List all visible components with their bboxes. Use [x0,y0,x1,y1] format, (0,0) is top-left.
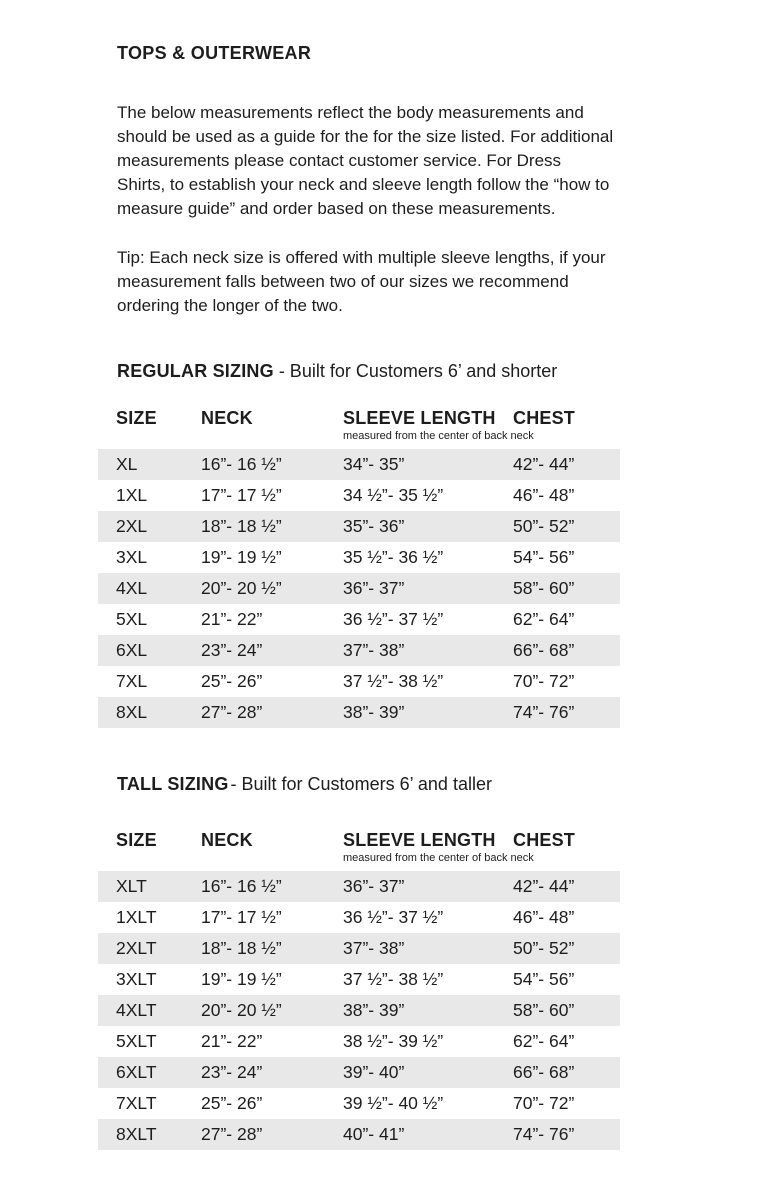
neck-cell: 21”- 22” [201,609,263,629]
neck-cell: 17”- 17 ½” [201,907,282,927]
sleeve-cell: 38”- 39” [343,1000,405,1020]
paragraph-line: measure guide” and order based on these measurements. [117,199,556,218]
section-heading-note: - Built for Customers 6’ and shorter [278,361,558,381]
size-cell: 6XL [116,640,148,660]
sleeve-cell: 37”- 38” [343,640,405,660]
sleeve-cell: 36 ½”- 37 ½” [343,907,444,927]
tip-paragraph [117,246,692,318]
neck-cell: 25”- 26” [201,1093,263,1113]
chest-cell: 58”- 60” [513,578,575,598]
size-cell: 3XL [116,547,148,567]
chest-cell: 70”- 72” [513,671,575,691]
sleeve-cell: 38 ½”- 39 ½” [343,1031,444,1051]
size-cell: XLT [116,876,147,896]
table-row [98,449,620,480]
sleeve-cell: 35”- 36” [343,516,405,536]
size-cell: 4XLT [116,1000,157,1020]
neck-cell: 19”- 19 ½” [201,969,282,989]
size-cell: 2XLT [116,938,157,958]
table-row [98,604,620,635]
table-row [98,573,620,604]
table-header-row [98,409,620,428]
chest-cell: 62”- 64” [513,1031,575,1051]
neck-cell: 20”- 20 ½” [201,1000,282,1020]
size-cell: 7XLT [116,1093,157,1113]
table-row [98,697,620,728]
section-heading-note: - Built for Customers 6’ and taller [230,774,492,794]
chest-cell: 54”- 56” [513,547,575,567]
table-row [98,666,620,697]
chest-cell: 42”- 44” [513,454,575,474]
neck-cell: 16”- 16 ½” [201,876,282,896]
paragraph-line: The below measurements reflect the body measurements and [117,103,584,122]
size-cell: 8XL [116,702,148,722]
table-row [98,1057,620,1088]
neck-cell: 17”- 17 ½” [201,485,282,505]
table-body [98,871,620,1150]
size-cell: 5XL [116,609,148,629]
page-title: TOPS & OUTERWEAR [117,43,312,63]
regular-sizing-table [98,409,620,728]
paragraph-line: measurement falls between two of our sizes we recommend [117,272,569,291]
sleeve-cell: 37 ½”- 38 ½” [343,671,444,691]
table-row [98,933,620,964]
size-cell: 5XLT [116,1031,157,1051]
table-row [98,635,620,666]
column-header-size: SIZE [116,830,157,850]
table-row [98,511,620,542]
column-header-chest: CHEST [513,830,576,850]
sleeve-cell: 34 ½”- 35 ½” [343,485,444,505]
chest-cell: 46”- 48” [513,907,575,927]
table-row [98,1119,620,1150]
section-heading-label: REGULAR SIZING [117,361,274,381]
chest-cell: 50”- 52” [513,516,575,536]
table-row [98,995,620,1026]
column-header-neck: NECK [201,408,253,428]
chest-cell: 66”- 68” [513,640,575,660]
sleeve-cell: 38”- 39” [343,702,405,722]
sleeve-cell: 34”- 35” [343,454,405,474]
size-cell: 6XLT [116,1062,157,1082]
column-header-sleeve: SLEEVE LENGTH [343,408,496,428]
paragraph-line: Tip: Each neck size is offered with multiple sleeve lengths, if your [117,248,606,267]
sleeve-cell: 35 ½”- 36 ½” [343,547,444,567]
table-row [98,1026,620,1057]
chest-cell: 74”- 76” [513,1124,575,1144]
size-cell: 4XL [116,578,148,598]
table-header-row [98,831,620,850]
neck-cell: 19”- 19 ½” [201,547,282,567]
size-cell: 1XLT [116,907,157,927]
sleeve-cell: 37”- 38” [343,938,405,958]
size-cell: 7XL [116,671,148,691]
sleeve-cell: 36”- 37” [343,876,405,896]
regular-sizing-heading [117,362,692,381]
neck-cell: 20”- 20 ½” [201,578,282,598]
neck-cell: 27”- 28” [201,702,263,722]
table-row [98,902,620,933]
chest-cell: 62”- 64” [513,609,575,629]
chest-cell: 46”- 48” [513,485,575,505]
chest-cell: 50”- 52” [513,938,575,958]
paragraph-line: should be used as a guide for the for the size listed. For additional [117,127,614,146]
paragraph-line: measurements please contact customer service. For Dress [117,151,562,170]
section-heading-label: TALL SIZING [117,774,229,794]
neck-cell: 23”- 24” [201,1062,263,1082]
size-cell: 2XL [116,516,148,536]
chest-cell: 58”- 60” [513,1000,575,1020]
table-row [98,871,620,902]
sleeve-cell: 36 ½”- 37 ½” [343,609,444,629]
paragraph-line: Shirts, to establish your neck and sleeve length follow the “how to [117,175,610,194]
intro-paragraph [117,101,692,221]
sleeve-measure-note: measured from the center of back neck [343,852,534,864]
neck-cell: 18”- 18 ½” [201,938,282,958]
table-body [98,449,620,728]
table-row [98,480,620,511]
size-cell: 1XL [116,485,148,505]
sleeve-measure-note: measured from the center of back neck [343,430,534,442]
column-header-size: SIZE [116,408,157,428]
neck-cell: 23”- 24” [201,640,263,660]
sleeve-cell: 39 ½”- 40 ½” [343,1093,444,1113]
table-row [98,542,620,573]
chest-cell: 54”- 56” [513,969,575,989]
column-header-sleeve: SLEEVE LENGTH [343,830,496,850]
neck-cell: 21”- 22” [201,1031,263,1051]
chest-cell: 42”- 44” [513,876,575,896]
column-header-chest: CHEST [513,408,576,428]
sleeve-cell: 39”- 40” [343,1062,405,1082]
sleeve-cell: 40”- 41” [343,1124,405,1144]
chest-cell: 74”- 76” [513,702,575,722]
sleeve-cell: 37 ½”- 38 ½” [343,969,444,989]
size-cell: XL [116,454,138,474]
neck-cell: 18”- 18 ½” [201,516,282,536]
paragraph-line: ordering the longer of the two. [117,296,343,315]
tall-sizing-table [98,831,620,1150]
neck-cell: 27”- 28” [201,1124,263,1144]
sleeve-cell: 36”- 37” [343,578,405,598]
chest-cell: 66”- 68” [513,1062,575,1082]
table-row [98,964,620,995]
table-row [98,1088,620,1119]
neck-cell: 25”- 26” [201,671,263,691]
size-cell: 8XLT [116,1124,157,1144]
size-cell: 3XLT [116,969,157,989]
column-header-neck: NECK [201,830,253,850]
neck-cell: 16”- 16 ½” [201,454,282,474]
tall-sizing-heading [117,775,692,794]
chest-cell: 70”- 72” [513,1093,575,1113]
